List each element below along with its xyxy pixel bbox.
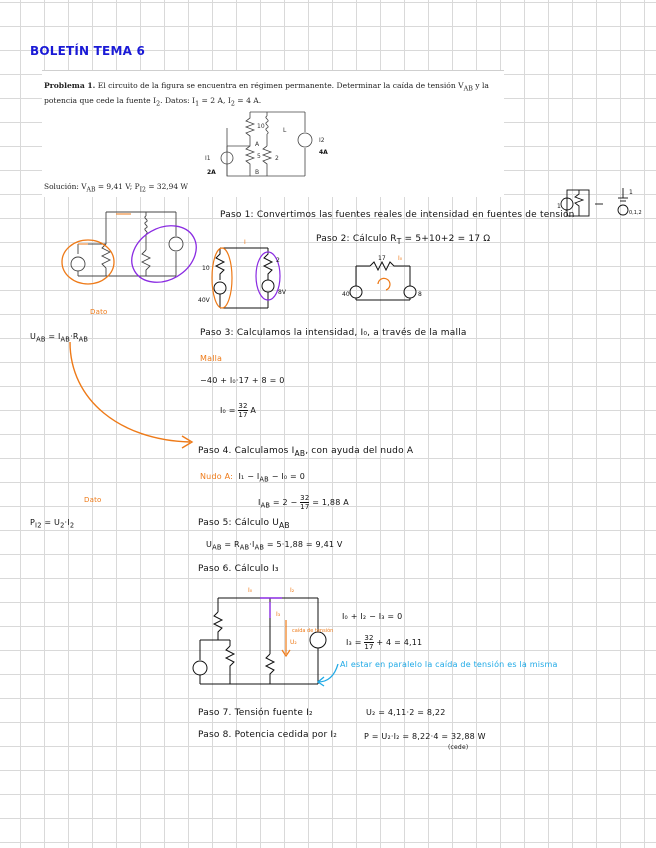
paso7-eq: U₂ = 4,11·2 = 8,22 (366, 708, 446, 717)
paso4-eq1: Nudo A: $I_1 - I_{AB} - I_0 = 0$ (200, 472, 305, 484)
solution-line: Solución: $V_{AB} = 9,41$ V; $P_{I2} = 32,94$ W (44, 182, 188, 194)
p1-label-2: 2 (276, 257, 280, 264)
p1-label-40v: 40V (198, 297, 210, 304)
paso3-eq2: I₀ = $\frac{32}{17}$ A (220, 402, 257, 419)
p6-label-i0: I₀ (248, 587, 253, 594)
p1-label-10: 10 (202, 265, 210, 272)
fig-label-I1: I1 (205, 155, 211, 162)
fig-label-4A: 4A (319, 149, 328, 156)
note-dato-2: Dato (84, 496, 102, 504)
problem-statement: Problema 1. El circuito de la figura se encuentra en régimen permanente. Determinar la caída de tensión $V_{AB}$ y la potencia que cede la fuente $I_2$. Datos: $I_1 = 2$ A, $I_2 = 4$ A. (44, 81, 489, 108)
step-1: Paso 1: Convertimos las fuentes reales de intensidad en fuentes de tensión (220, 210, 575, 220)
p6-label-i2: I₂ (290, 587, 295, 594)
malla-label: Malla (200, 354, 223, 363)
note-uab: $U_{AB} = I_{AB}\cdot R_{AB}$ (30, 332, 89, 344)
step-4: Paso 4. Calculamos $I_{AB}$, con ayuda del nudo A (198, 446, 414, 458)
fig-label-10: 10 (257, 123, 265, 130)
step-6: Paso 6. Cálculo I₃ (198, 564, 279, 574)
paso8-note: (cede) (448, 744, 469, 751)
annotated-circuit (56, 204, 206, 284)
fig-label-2A: 2A (207, 169, 216, 176)
side-note-left: 1 (557, 203, 561, 210)
side-note-rhs-top: 1 (629, 189, 633, 196)
p2-label-io: I₀ (398, 255, 403, 262)
step-2: Paso 2: Cálculo $R_T = 5+10+2 = 17$ Ω (316, 234, 491, 246)
p6-label-caida: caída de tensión (292, 628, 334, 634)
p2-label-17: 17 (378, 255, 386, 262)
paso5-eq: $U_{AB} = R_{AB}\cdot I_{AB} = 5\cdot 1,88 = 9,41$ V (206, 540, 343, 552)
paso1-circuit (198, 236, 298, 316)
fig-label-2: 2 (275, 155, 279, 162)
side-note-rhs-bot: 0,1,2 (629, 210, 642, 216)
paso6-eq2: I₃ = $\frac{32}{17}$ + 4 = 4,11 (346, 634, 423, 651)
orange-arrow (60, 340, 200, 450)
problem-circuit-figure (195, 108, 335, 180)
step-5: Paso 5: Cálculo $U_{AB}$ (198, 518, 290, 530)
note-pi2: $P_{I2} = U_2\cdot I_2$ (30, 518, 75, 530)
fig-label-5: 5 (257, 153, 261, 160)
p2-label-40: 40 (342, 291, 350, 298)
note-dato-1: Dato (90, 308, 108, 316)
p1-label-8v: 8V (278, 289, 286, 296)
p2-label-8: 8 (418, 291, 422, 298)
paso4-eq2: $I_{AB} = 2$ − $\frac{32}{17}$ = 1,88 A (258, 494, 349, 511)
fig-label-L: L (283, 127, 287, 134)
fig-label-B: B (255, 169, 260, 176)
p6-label-u2: U₂ (290, 639, 297, 646)
step-3: Paso 3: Calculamos la intensidad, I₀, a través de la malla (200, 328, 467, 338)
paso8-eq: P = U₂·I₂ = 8,22·4 = 32,88 W (364, 732, 486, 741)
fig-label-I2: I2 (319, 137, 325, 144)
paso6-blue-note: Al estar en paralelo la caída de tensión es la misma (340, 660, 558, 669)
fig-label-A: A (255, 141, 260, 148)
step-7: Paso 7. Tensión fuente I₂ (198, 708, 313, 718)
paso2-circuit (340, 254, 430, 304)
paso6-eq1: I₀ + I₂ − I₃ = 0 (342, 612, 403, 621)
step-8: Paso 8. Potencia cedida por I₂ (198, 730, 338, 740)
page-title: BOLETÍN TEMA 6 (30, 44, 146, 58)
paso3-eq1: −40 + I₀·17 + 8 = 0 (200, 376, 285, 385)
p6-label-i3: I₃ (276, 611, 281, 618)
p1-label-I: I (244, 239, 246, 246)
